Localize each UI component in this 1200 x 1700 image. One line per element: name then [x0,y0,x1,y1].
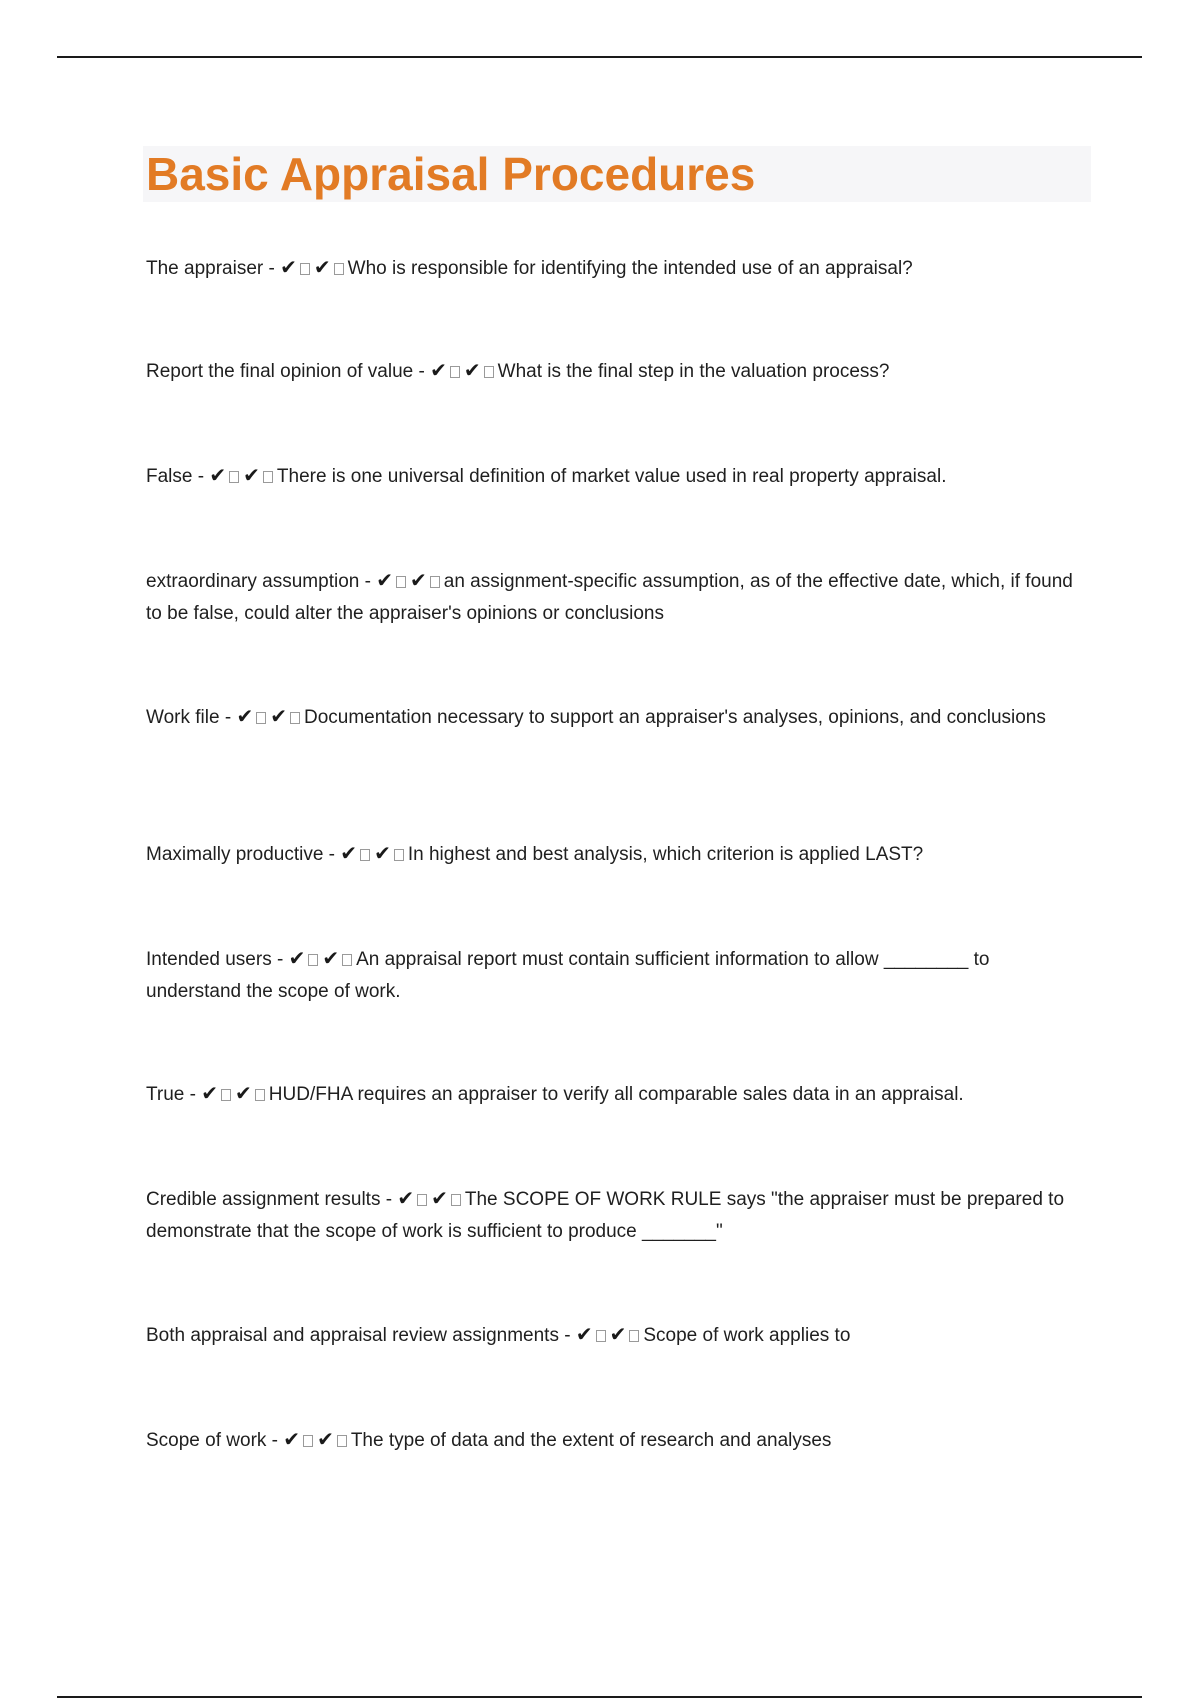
box-icon [450,366,460,378]
card-separator: - [219,707,237,728]
card-term: True [146,1084,185,1105]
card-definition: An appraisal report must contain sufficient information to allow ________ to understand the scope of work. [146,949,990,1002]
check-icon: ✔ [340,841,358,865]
card-separator: - [380,1189,398,1210]
card-separator: - [192,466,210,487]
card-separator: - [323,844,341,865]
card-term: Both appraisal and appraisal review assignments [146,1325,559,1346]
box-icon [451,1194,461,1206]
card-separator: - [359,571,377,592]
flashcard [146,354,1086,388]
box-icon [334,263,344,275]
flashcard [146,837,1086,871]
flashcard [146,942,1086,1008]
flashcard [146,564,1086,630]
box-icon [417,1194,427,1206]
card-term: The appraiser [146,258,264,279]
card-definition: Who is responsible for identifying the intended use of an appraisal? [347,258,913,279]
card-definition: In highest and best analysis, which criterion is applied LAST? [407,844,924,865]
card-separator: - [558,1325,576,1346]
box-icon [300,263,310,275]
check-icon: ✔ [235,1081,252,1105]
card-separator: - [184,1084,202,1105]
box-icon [629,1330,639,1342]
card-term: Scope of work [146,1430,267,1451]
box-icon [394,849,404,861]
box-icon [484,366,494,378]
check-icon: ✔ [322,946,340,970]
box-icon [263,471,273,483]
box-icon [360,849,370,861]
box-icon [337,1435,347,1447]
check-icon: ✔ [313,255,331,279]
check-icon: ✔ [376,568,393,592]
check-icon: ✔ [609,1322,627,1346]
check-icon: ✔ [575,1322,593,1346]
check-icon: ✔ [270,704,287,728]
check-icon: ✔ [431,1186,448,1210]
flashcard [146,700,1086,734]
card-separator: - [266,1430,284,1451]
check-icon: ✔ [283,1427,301,1451]
box-icon [255,1089,265,1101]
box-icon [396,576,406,588]
card-term: Report the final opinion of value [146,361,414,382]
card-definition: The SCOPE OF WORK RULE says "the appraiser must be prepared to demonstrate that the scope of work is sufficient to produce _______" [146,1189,1065,1242]
flashcard [146,1182,1086,1248]
check-icon: ✔ [243,463,260,487]
check-icon: ✔ [209,463,227,487]
card-definition: The type of data and the extent of research and analyses [350,1430,832,1451]
check-icon: ✔ [430,358,447,382]
card-term: Maximally productive [146,844,324,865]
check-icon: ✔ [397,1186,415,1210]
check-icon: ✔ [374,841,391,865]
card-definition: There is one universal definition of market value used in real property appraisal. [276,466,947,487]
check-icon: ✔ [317,1427,334,1451]
card-term: Credible assignment results [146,1189,381,1210]
box-icon [430,576,440,588]
box-icon [303,1435,313,1447]
bottom-rule [57,1696,1142,1698]
flashcard [146,1077,1086,1111]
card-separator: - [413,361,431,382]
card-definition: What is the final step in the valuation process? [497,361,890,382]
card-definition: Scope of work applies to [643,1325,851,1346]
card-term: Work file [146,707,220,728]
card-definition: an assignment-specific assumption, as of the effective date, which, if found to be false, could alter the appraiser's opinions or conclusions [146,571,1073,624]
flashcard [146,1423,1086,1457]
flashcard [146,1318,1086,1352]
check-icon: ✔ [288,946,306,970]
card-term: extraordinary assumption [146,571,360,592]
check-icon: ✔ [463,358,481,382]
top-rule [57,56,1142,58]
flashcard [146,459,1086,493]
box-icon [308,954,318,966]
check-icon: ✔ [280,255,297,279]
box-icon [596,1330,606,1342]
box-icon [229,471,239,483]
check-icon: ✔ [201,1081,219,1105]
box-icon [342,954,352,966]
card-definition: Documentation necessary to support an appraiser's analyses, opinions, and conclusions [303,707,1046,728]
box-icon [256,712,266,724]
card-separator: - [271,949,289,970]
card-term: Intended users [146,949,272,970]
card-separator: - [263,258,281,279]
check-icon: ✔ [409,568,427,592]
flashcard [146,251,1086,285]
card-definition: HUD/FHA requires an appraiser to verify all comparable sales data in an appraisal. [268,1084,964,1105]
box-icon [290,712,300,724]
card-term: False [146,466,193,487]
check-icon: ✔ [236,704,254,728]
box-icon [221,1089,231,1101]
document-title: Basic Appraisal Procedures [146,148,756,200]
